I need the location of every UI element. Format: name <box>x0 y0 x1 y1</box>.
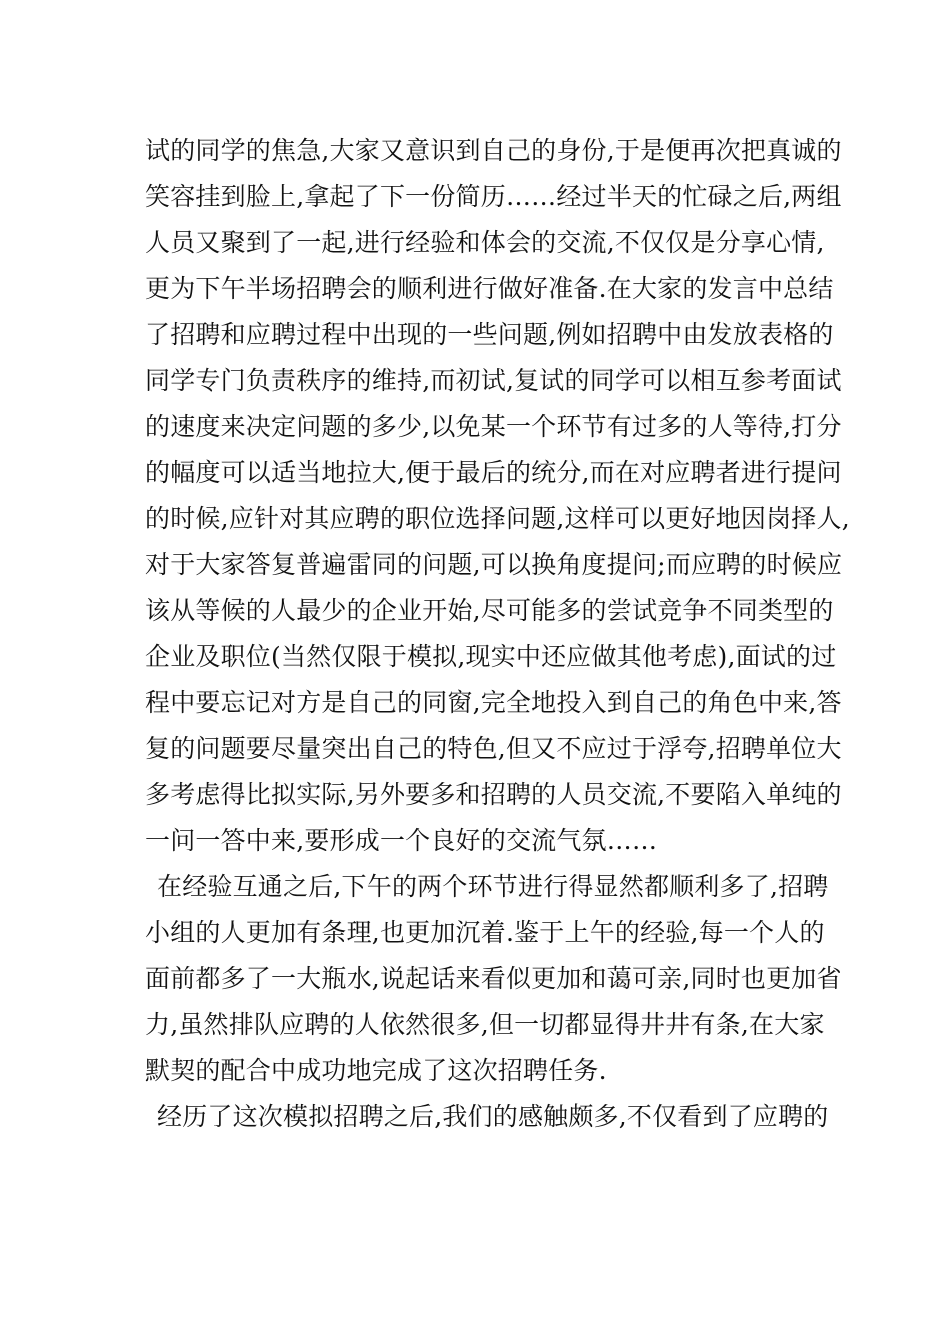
text-line-7: 的速度来决定问题的多少,以免某一个环节有过多的人等待,打分 <box>145 412 842 441</box>
text-line-10: 对于大家答复普遍雷同的问题,可以换角度提问;而应聘的时候应 <box>145 550 843 579</box>
text-line-9: 的时候,应针对其应聘的职位选择问题,这样可以更好地因岗择人, <box>145 504 850 533</box>
text-line-13: 程中要忘记对方是自己的同窗,完全地投入到自己的角色中来,答 <box>145 688 842 717</box>
text-line-14: 复的问题要尽量突出自己的特色,但又不应过于浮夸,招聘单位大 <box>145 734 842 763</box>
text-line-17: 在经验互通之后,下午的两个环节进行得显然都顺利多了,招聘 <box>157 872 829 901</box>
text-line-19: 面前都多了一大瓶水,说起话来看似更加和蔼可亲,同时也更加省 <box>145 964 842 993</box>
text-line-2: 笑容挂到脸上,拿起了下一份简历……经过半天的忙碌之后,两组 <box>145 182 842 211</box>
body-text <box>145 128 850 1140</box>
text-line-11: 该从等候的人最少的企业开始,尽可能多的尝试竞争不同类型的 <box>145 596 834 625</box>
text-line-18: 小组的人更加有条理,也更加沉着.鉴于上午的经验,每一个人的 <box>145 918 825 947</box>
text-line-3: 人员又聚到了一起,进行经验和体会的交流,不仅仅是分享心情, <box>145 228 825 257</box>
text-line-16: 一问一答中来,要形成一个良好的交流气氛…… <box>145 826 658 855</box>
text-line-21: 默契的配合中成功地完成了这次招聘任务. <box>145 1056 607 1085</box>
text-line-22: 经历了这次模拟招聘之后,我们的感触颇多,不仅看到了应聘的 <box>157 1102 829 1131</box>
text-line-6: 同学专门负责秩序的维持,而初试,复试的同学可以相互参考面试 <box>145 366 842 395</box>
text-line-5: 了招聘和应聘过程中出现的一些问题,例如招聘中由发放表格的 <box>145 320 834 349</box>
text-line-1: 试的同学的焦急,大家又意识到自己的身份,于是便再次把真诚的 <box>145 136 842 165</box>
text-line-4: 更为下午半场招聘会的顺利进行做好准备.在大家的发言中总结 <box>145 274 834 303</box>
text-line-8: 的幅度可以适当地拉大,便于最后的统分,而在对应聘者进行提问 <box>145 458 842 487</box>
text-line-20: 力,虽然排队应聘的人依然很多,但一切都显得井井有条,在大家 <box>145 1010 825 1039</box>
text-line-12: 企业及职位(当然仅限于模拟,现实中还应做其他考虑),面试的过 <box>145 642 837 671</box>
text-line-15: 多考虑得比拟实际,另外要多和招聘的人员交流,不要陷入单纯的 <box>145 780 842 809</box>
